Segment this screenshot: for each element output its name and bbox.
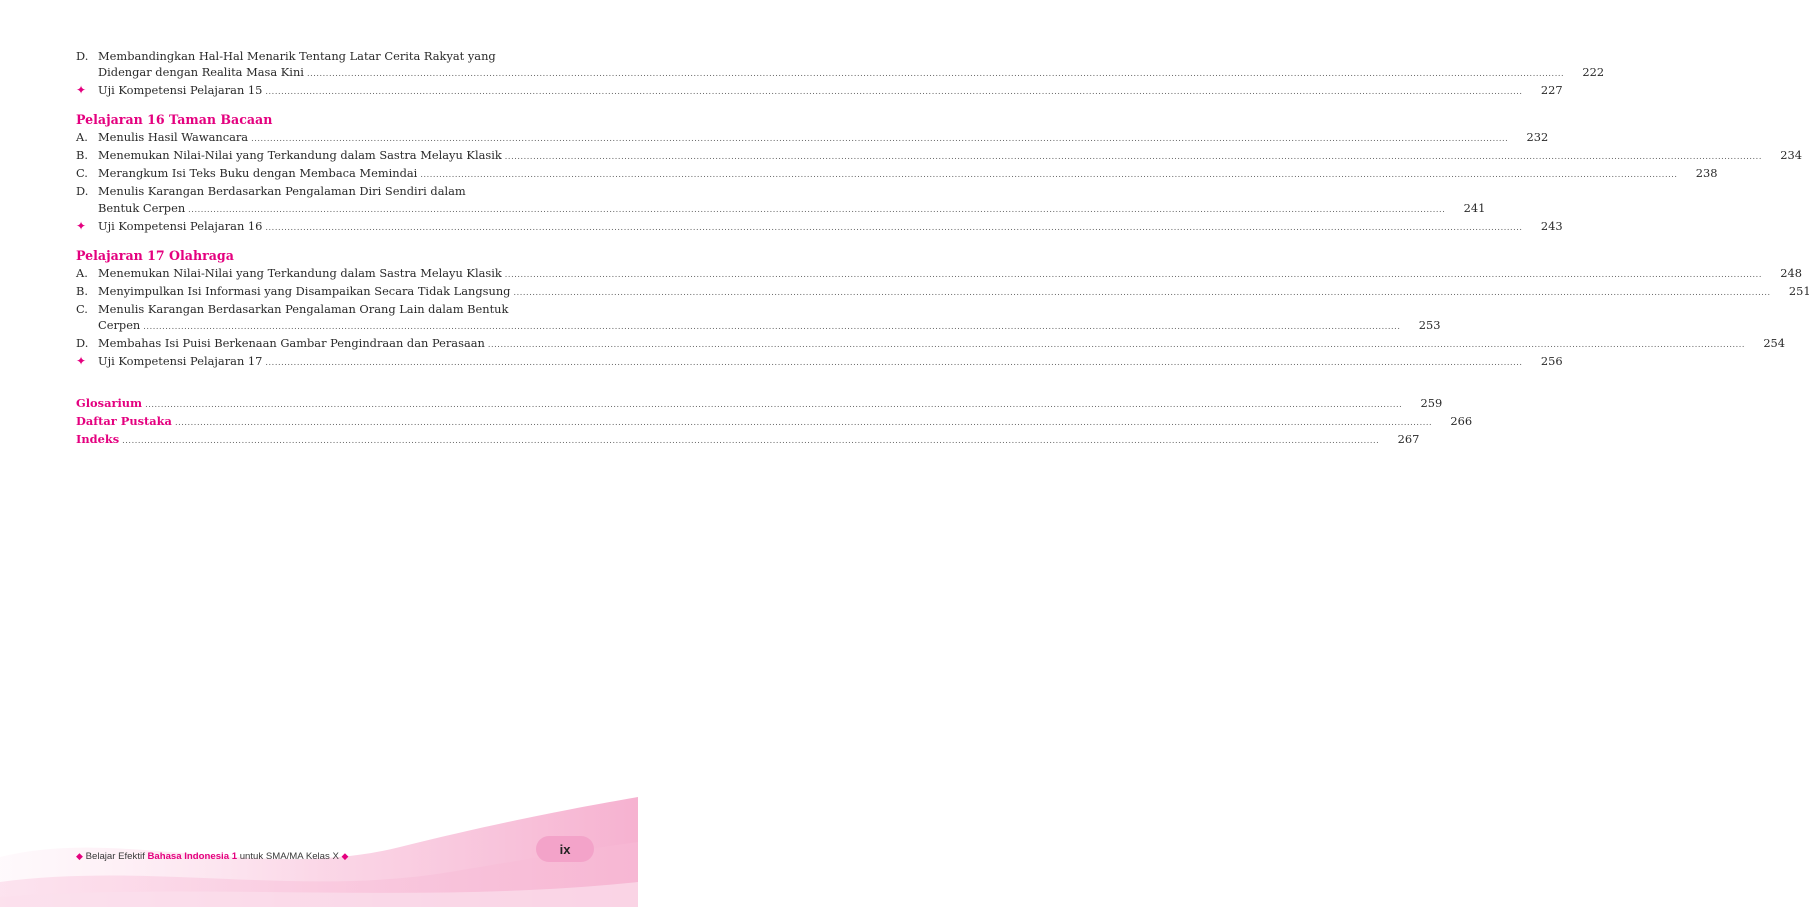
back-matter-page: 259 — [1420, 396, 1443, 411]
entry-title: Menemukan Nilai-Nilai yang Terkandung dalam Sastra Melayu Klasik — [98, 148, 502, 163]
back-matter-page: 266 — [1450, 414, 1473, 429]
toc-entry — [76, 335, 1786, 353]
toc-entry — [76, 82, 1563, 100]
section-title: Pelajaran 16 Taman Bacaan — [76, 112, 273, 128]
entry-letter: C. — [76, 166, 88, 181]
toc-entry — [76, 218, 1563, 236]
dot-leader: ................................................................................................................................................................................................................................................................................................................................................................................................................ — [420, 170, 1678, 180]
entry-page: 254 — [1763, 336, 1786, 351]
diamond-icon: ◆ — [76, 851, 83, 861]
toc-entry — [76, 48, 588, 64]
entry-page: 232 — [1526, 130, 1549, 145]
entry-title: Uji Kompetensi Pelajaran 17 — [98, 354, 263, 369]
dot-leader: ................................................................................................................................................................................................................................................................................................................................................................................................................ — [306, 69, 1565, 79]
star-bullet-icon: ✦ — [76, 218, 87, 233]
entry-page: 243 — [1540, 218, 1563, 233]
footer-caption — [76, 851, 348, 862]
dot-leader: ................................................................................................................................................................................................................................................................................................................................................................................................................ — [145, 400, 1403, 410]
footer-suffix: untuk SMA/MA Kelas X — [237, 851, 342, 862]
entry-letter: A. — [76, 130, 88, 145]
entry-letter: D. — [76, 49, 89, 63]
back-matter-label: Glosarium — [76, 396, 143, 411]
entry-page: 253 — [1418, 318, 1441, 333]
entry-title: Menulis Hasil Wawancara — [98, 130, 249, 145]
entry-page: 234 — [1780, 148, 1802, 163]
footer-prefix: Belajar Efektif — [85, 851, 148, 862]
entry-title: Uji Kompetensi Pelajaran 15 — [98, 83, 263, 98]
toc-entry — [76, 200, 1486, 218]
dot-leader: ................................................................................................................................................................................................................................................................................................................................................................................................................ — [513, 287, 1771, 297]
dot-leader: ................................................................................................................................................................................................................................................................................................................................................................................................................ — [504, 269, 1762, 279]
entry-page: 222 — [1582, 65, 1605, 80]
dot-leader: ................................................................................................................................................................................................................................................................................................................................................................................................................ — [265, 358, 1523, 368]
dot-leader: ................................................................................................................................................................................................................................................................................................................................................................................................................ — [487, 340, 1746, 350]
dot-leader: ................................................................................................................................................................................................................................................................................................................................................................................................................ — [174, 418, 1433, 428]
toc-entry — [76, 165, 1718, 183]
back-matter — [76, 395, 1473, 449]
toc-entry — [76, 129, 1549, 147]
entry-title: Uji Kompetensi Pelajaran 16 — [98, 218, 263, 233]
page-number-badge: ix — [536, 836, 594, 862]
entry-title: Cerpen — [98, 318, 141, 333]
entry-letter: B. — [76, 283, 88, 298]
back-matter-label: Daftar Pustaka — [76, 414, 172, 429]
entry-page: 256 — [1540, 354, 1563, 369]
dot-leader: ................................................................................................................................................................................................................................................................................................................................................................................................................ — [251, 134, 1509, 144]
entry-page: 251 — [1788, 283, 1811, 298]
diamond-icon: ◆ — [341, 851, 349, 861]
entry-title: Menulis Karangan Berdasarkan Pengalaman Diri Sendiri dalam — [98, 184, 466, 199]
toc-entry — [76, 301, 588, 317]
toc-entry — [76, 183, 588, 199]
back-matter-label: Indeks — [76, 432, 120, 447]
toc-entry — [76, 64, 1605, 82]
dot-leader: ................................................................................................................................................................................................................................................................................................................................................................................................................ — [504, 152, 1762, 162]
entry-letter: C. — [76, 301, 88, 316]
back-matter-entry — [76, 413, 1473, 431]
toc-entry — [76, 265, 1802, 283]
footer-brand: Bahasa Indonesia 1 — [147, 851, 238, 862]
entry-page: 248 — [1780, 265, 1802, 280]
back-matter-entry — [76, 431, 1420, 449]
entry-letter: B. — [76, 148, 88, 163]
entry-title: Membahas Isi Puisi Berkenaan Gambar Pengindraan dan Perasaan — [98, 336, 485, 351]
back-matter-page: 267 — [1397, 432, 1420, 447]
dot-leader: ................................................................................................................................................................................................................................................................................................................................................................................................................ — [143, 322, 1401, 332]
entry-title: Menemukan Nilai-Nilai yang Terkandung dalam Sastra Melayu Klasik — [98, 265, 502, 280]
entry-title: Menyimpulkan Isi Informasi yang Disampaikan Secara Tidak Langsung — [98, 283, 511, 298]
dot-leader: ................................................................................................................................................................................................................................................................................................................................................................................................................ — [122, 436, 1380, 446]
dot-leader: ................................................................................................................................................................................................................................................................................................................................................................................................................ — [188, 204, 1446, 214]
entry-title: Membandingkan Hal-Hal Menarik Tentang Latar Cerita Rakyat yang — [98, 49, 496, 63]
toc-entry — [76, 283, 1811, 301]
entry-letter: D. — [76, 336, 89, 351]
section-title: Pelajaran 17 Olahraga — [76, 247, 234, 263]
toc-entry — [76, 353, 1563, 371]
entry-letter: A. — [76, 265, 88, 280]
entry-title: Bentuk Cerpen — [98, 200, 186, 215]
star-bullet-icon: ✦ — [76, 83, 87, 98]
entry-page: 238 — [1695, 166, 1718, 181]
back-matter-entry — [76, 395, 1443, 413]
dot-leader: ................................................................................................................................................................................................................................................................................................................................................................................................................ — [265, 222, 1523, 232]
dot-leader: ................................................................................................................................................................................................................................................................................................................................................................................................................ — [265, 87, 1523, 97]
toc-entry — [76, 147, 1802, 165]
star-bullet-icon: ✦ — [76, 354, 87, 369]
entry-letter: D. — [76, 184, 89, 199]
entry-title: Merangkum Isi Teks Buku dengan Membaca Memindai — [98, 166, 418, 181]
toc-entry — [76, 317, 1441, 335]
entry-title: Menulis Karangan Berdasarkan Pengalaman Orang Lain dalam Bentuk — [98, 301, 509, 316]
table-of-contents — [76, 48, 1811, 449]
entry-page: 241 — [1463, 200, 1486, 215]
entry-page: 227 — [1540, 83, 1563, 98]
entry-title: Didengar dengan Realita Masa Kini — [98, 65, 304, 80]
